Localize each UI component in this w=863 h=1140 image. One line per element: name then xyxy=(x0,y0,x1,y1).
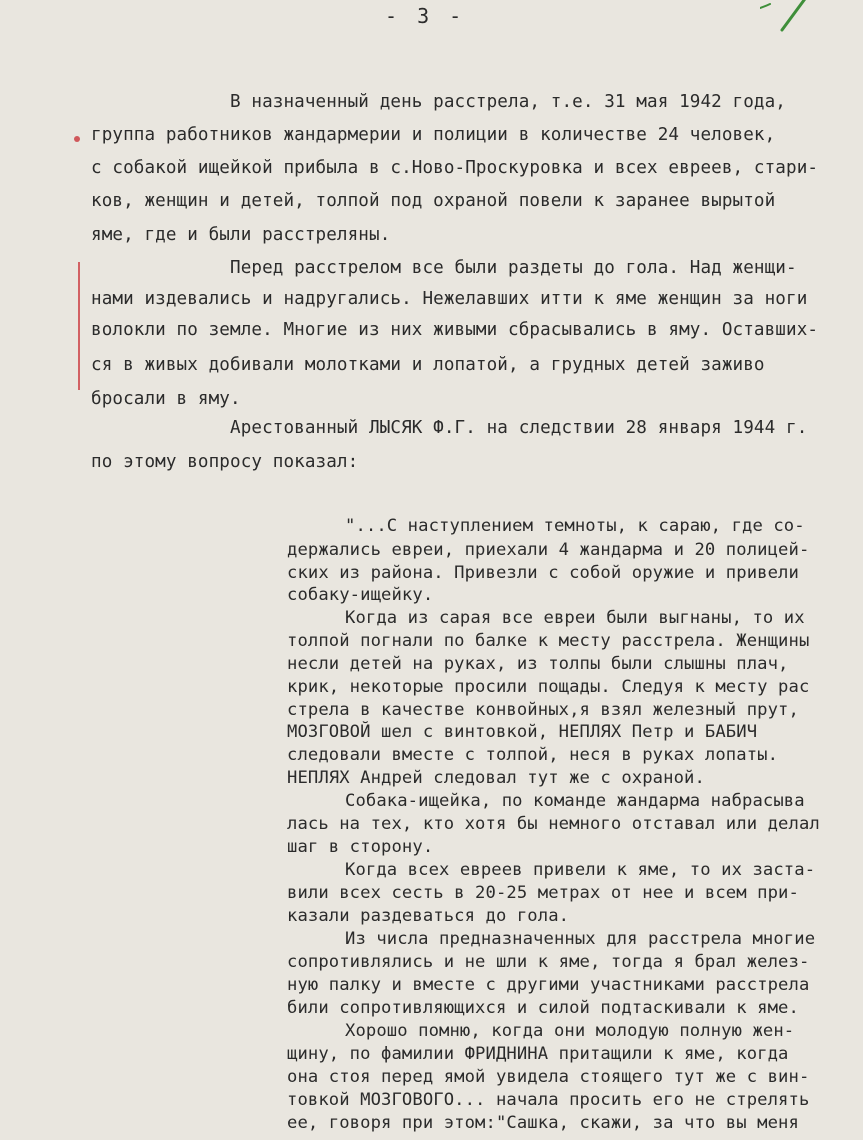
quote-line: она стоя перед ямой увидела стоящего тут же с вин- xyxy=(287,1067,810,1087)
pen-stroke-mark xyxy=(760,0,820,50)
quote-line: били сопротивляющихся и силой подтаскивали к яме. xyxy=(287,998,799,1018)
quote-line: Из числа предназначенных для расстрела многие xyxy=(345,929,816,949)
quote-line: ее, говоря при этом:"Сашка, скажи, за что вы меня xyxy=(287,1113,799,1133)
margin-mark xyxy=(74,136,80,142)
quote-line: стрела в качестве конвойных,я взял железный прут, xyxy=(287,700,799,720)
paragraph-2-line: нами издевались и надругались. Нежелавших итти к яме женщин за ноги xyxy=(91,289,808,309)
page-number: - 3 - xyxy=(385,4,466,28)
quote-line: Собака-ищейка, по команде жандарма набрасыва xyxy=(345,791,805,811)
paragraph-2-line: бросали в яму. xyxy=(91,389,241,409)
quote-line: Хорошо помню, когда они молодую полную жен- xyxy=(345,1021,795,1041)
paragraph-1-line: яме, где и были расстреляны. xyxy=(91,225,391,245)
quote-line: МОЗГОВОЙ шел с винтовкой, НЕПЛЯХ Петр и БАБИЧ xyxy=(287,722,758,742)
quote-line: толпой погнали по балке к месту расстрела. Женщины xyxy=(287,631,810,651)
quote-line: щину, по фамилии ФРИДНИНА притащили к яме, когда xyxy=(287,1044,789,1064)
paragraph-2-line: ся в живых добивали молотками и лопатой, а грудных детей заживо xyxy=(91,355,765,375)
paragraph-3-line: по этому вопросу показал: xyxy=(91,452,359,472)
quote-line: сопротивлялись и не шли к яме, тогда я брал желез- xyxy=(287,952,810,972)
quote-line: следовали вместе с толпой, неся в руках лопаты. xyxy=(287,745,779,765)
paragraph-2-line: Перед расстрелом все были раздеты до гола. Над женщи- xyxy=(230,258,797,278)
quote-line: товкой МОЗГОВОГО... начала просить его не стрелять xyxy=(287,1090,810,1110)
quote-line: лась на тех, кто хотя бы немного отставал или делал xyxy=(287,814,820,834)
margin-line xyxy=(78,262,80,390)
quote-line: вили всех сесть в 20-25 метрах от нее и всем при- xyxy=(287,883,799,903)
paragraph-1-line: ков, женщин и детей, толпой под охраной повели к заранее вырытой xyxy=(91,191,776,211)
quote-line: крик, некоторые просили пощады. Следуя к месту рас xyxy=(287,677,810,697)
quote-line: "...С наступлением темноты, к сараю, где со- xyxy=(345,516,805,536)
quote-line: ских из района. Привезли с собой оружие и привели xyxy=(287,563,799,583)
quote-line: собаку-ищейку. xyxy=(287,585,434,605)
quote-line: НЕПЛЯХ Андрей следовал тут же с охраной. xyxy=(287,768,705,788)
paragraph-3-line: Арестованный ЛЫСЯК Ф.Г. на следствии 28 января 1944 г. xyxy=(230,418,808,438)
quote-line: казали раздеваться до гола. xyxy=(287,906,570,926)
paragraph-1-line: В назначенный день расстрела, т.е. 31 мая 1942 года, xyxy=(230,92,787,112)
paragraph-2-line: волокли по земле. Многие из них живыми сбрасывались в яму. Оставших- xyxy=(91,320,819,340)
quote-line: несли детей на руках, из толпы были слышны плач, xyxy=(287,654,789,674)
quote-line: Когда из сарая все евреи были выгнаны, то их xyxy=(345,608,805,628)
paragraph-1-line: группа работников жандармерии и полиции в количестве 24 человек, xyxy=(91,125,776,145)
quote-line: ную палку и вместе с другими участниками расстрела xyxy=(287,975,810,995)
quote-line: держались евреи, приехали 4 жандарма и 20 полицей- xyxy=(287,540,810,560)
quote-line: шаг в сторону. xyxy=(287,837,434,857)
quote-line: Когда всех евреев привели к яме, то их заста- xyxy=(345,860,816,880)
paragraph-1-line: с собакой ищейкой прибыла в с.Ново-Проскуровка и всех евреев, стари- xyxy=(91,158,819,178)
